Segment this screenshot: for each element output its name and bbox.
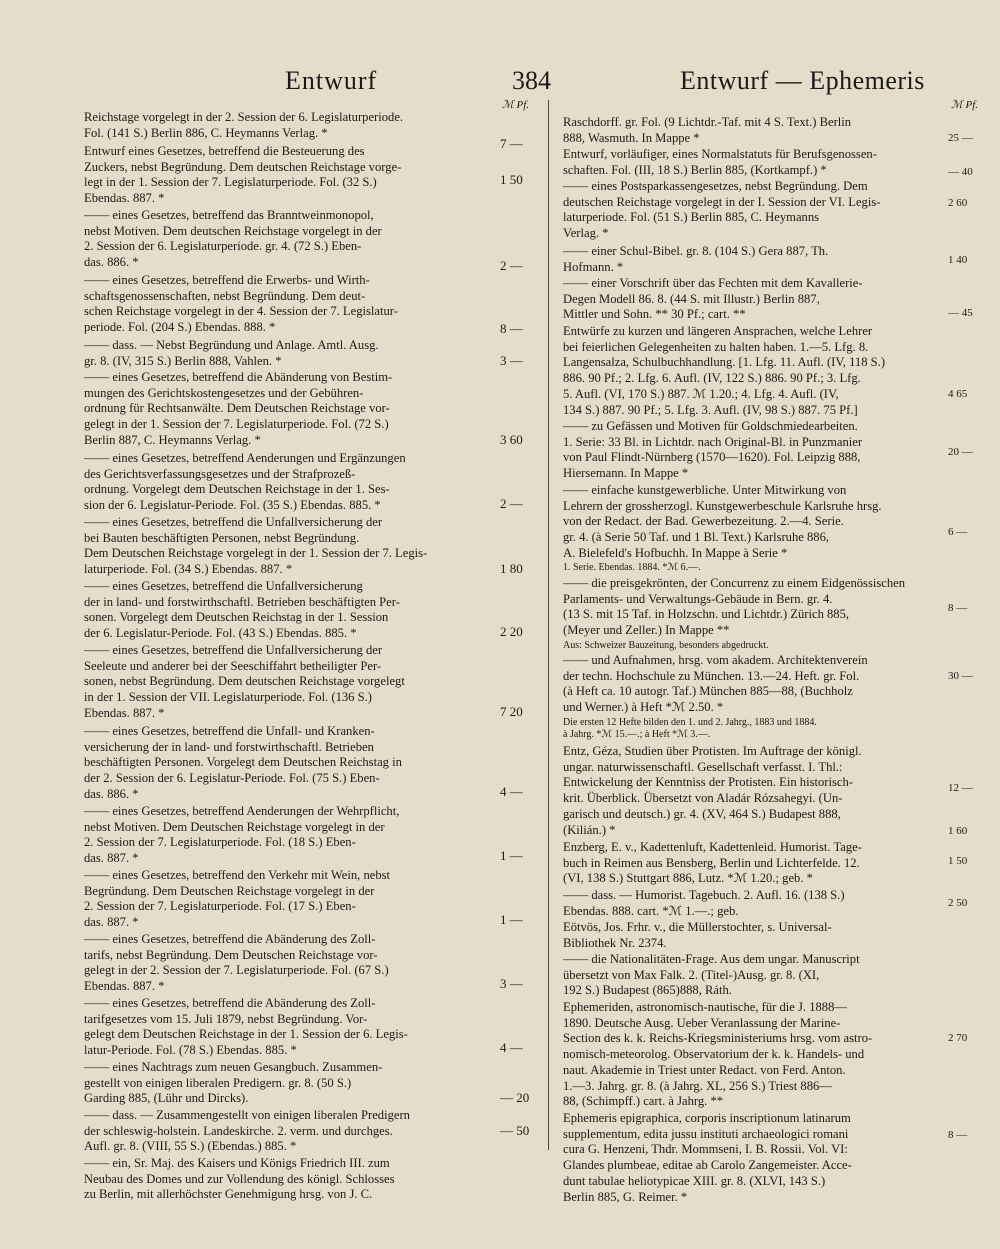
entry-line: 886. 90 Pf.; 2. Lfg. 6. Aufl. (IV, 122 S.) 886. 90 Pf.; 3. Lfg.	[563, 371, 861, 386]
entry-price: 2 70	[948, 1032, 968, 1044]
entry-line: Lehrern der grossherzogl. Kunstgewerbeschule Karlsruhe hrsg.	[563, 498, 882, 513]
bibliography-entry	[84, 1108, 496, 1155]
bibliography-entry	[84, 273, 496, 336]
entry-line: Fol. (141 S.) Berlin 886, C. Heymanns Verlag. *	[84, 125, 328, 140]
entry-line: (Kilián.) *	[563, 822, 616, 837]
entry-line: Entwurf, vorläufiger, eines Normalstatuts für Berufsgenossen-	[563, 147, 877, 161]
bibliography-entry	[563, 276, 943, 323]
entry-line: —— eines Gesetzes, betreffend die Unfallversicherung der	[84, 643, 383, 657]
entry-line: —— eines Gesetzes, betreffend die Unfallversicherung der	[84, 515, 383, 529]
entry-line: supplementum, edita jussu instituti archaeologici romani	[563, 1126, 849, 1141]
entry-line: gestellt von einigen liberalen Predigern. gr. 8. (50 S.)	[84, 1075, 352, 1090]
bibliography-entry	[563, 244, 943, 275]
entry-line: à Jahrg. *ℳ 15.—.; à Heft *ℳ 3.—.	[563, 729, 711, 740]
entry-line: das. 887. *	[84, 915, 139, 930]
entry-line: von der Redact. der Bad. Gewerbezeitung. 2.—4. Serie.	[563, 514, 844, 529]
entry-line: laturperiode. Fol. (34 S.) Ebendas. 887. *	[84, 562, 293, 577]
entry-line: Aufl. gr. 8. (VIII, 55 S.) (Ebendas.) 885. *	[84, 1139, 297, 1154]
entry-line: Hofmann. *	[563, 259, 624, 274]
entry-line: Ebendas. 887. *	[84, 191, 165, 206]
entry-line: Glandes plumbeae, editae ab Carolo Zangemeister. Acce-	[563, 1158, 852, 1173]
entry-line: Garding 885, (Lühr und Dircks).	[84, 1091, 249, 1106]
entry-line: mungen des Gerichtskostengesetzes und der Gebühren-	[84, 385, 364, 400]
entry-line: zu Berlin, mit allerhöchster Genehmigung hrsg. von J. C.	[84, 1187, 373, 1202]
entry-price: — 45	[948, 307, 973, 319]
entry-line: der 2. Session der 6. Legislatur-Periode. Fol. (75 S.) Eben-	[84, 771, 380, 786]
entry-line: —— die Nationalitäten-Frage. Aus dem ungar. Manuscript	[563, 952, 860, 966]
entry-line: 1. Serie: 33 Bl. in Lichtdr. nach Original-Bl. in Punzmanier	[563, 434, 863, 449]
entry-line: dunt tabulae heliotypicae XIII. gr. 8. (XLVI, 143 S.)	[563, 1173, 826, 1188]
entry-line: —— eines Nachtrags zum neuen Gesangbuch. Zusammen-	[84, 1060, 383, 1074]
entry-line: versicherung der in land- und forstwirthschaftl. Betrieben	[84, 739, 374, 754]
bibliography-entry	[563, 562, 943, 574]
bibliography-entry	[563, 653, 943, 716]
page-header	[0, 66, 1000, 106]
entry-line: tarifs, nebst Begründung. Dem Deutschen Reichstage vor-	[84, 947, 378, 962]
entry-line: Ebendas. 887. *	[84, 705, 165, 720]
entry-line: Verlag. *	[563, 226, 609, 241]
entry-line: der 6. Legislatur-Periode. Fol. (43 S.) Ebendas. 885. *	[84, 626, 357, 641]
entry-line: sonen, nebst Begründung. Dem deutschen Reichstage vorgelegt	[84, 674, 405, 689]
bibliography-entry	[563, 179, 943, 242]
entry-line: Parlaments- und Verwaltungs-Gebäude in Bern. gr. 4.	[563, 591, 833, 606]
entry-line: (VI, 138 S.) Stuttgart 886, Lutz. *ℳ 1.20.; geb. *	[563, 871, 813, 886]
entry-line: cura G. Henzeni, Thdr. Mommseni, I. B. Rossii. Vol. VI:	[563, 1142, 848, 1157]
entry-line: Neubau des Domes und zur Vollendung des königl. Schlosses	[84, 1171, 395, 1186]
entry-price: 3 60	[500, 432, 523, 447]
entry-line: gelegt in der 2. Session der 7. Legislaturperiode. Fol. (67 S.)	[84, 963, 389, 978]
entry-line: —— eines Gesetzes, betreffend Aenderungen und Ergänzungen	[84, 451, 406, 465]
bibliography-entry	[563, 717, 943, 741]
entry-line: gelegt in der 1. Session der 7. Legislaturperiode. Fol. (72 S.)	[84, 417, 389, 432]
entry-line: Raschdorff. gr. Fol. (9 Lichtdr.-Taf. mit 4 S. Text.) Berlin	[563, 115, 852, 129]
running-head-right: Entwurf — Ephemeris	[680, 66, 925, 95]
entry-line: 1890. Deutsche Ausg. Ueber Veranlassung der Marine-	[563, 1015, 841, 1030]
entry-line: Berlin 885, G. Reimer. *	[563, 1189, 688, 1204]
entry-line: der techn. Hochschule zu München. 13.—24. Heft. gr. Fol.	[563, 668, 860, 683]
entry-price: 1 60	[948, 825, 968, 837]
currency-header-left: ℳ Pf.	[502, 99, 530, 111]
bibliography-entry	[563, 147, 943, 178]
entry-line: —— einer Schul-Bibel. gr. 8. (104 S.) Gera 887, Th.	[563, 244, 829, 258]
entry-price: — 50	[500, 1123, 530, 1138]
entry-line: Eötvös, Jos. Frhr. v., die Müllerstochter, s. Universal-	[563, 920, 832, 934]
bibliography-entry	[84, 370, 496, 449]
entry-price: 2 20	[500, 624, 523, 639]
bibliography-entry	[563, 419, 943, 482]
entry-line: nomisch-meteorolog. Observatorium der k. k. Handels- und	[563, 1047, 865, 1062]
bibliography-entry	[563, 744, 943, 838]
bibliography-entry	[84, 724, 496, 803]
entry-line: 1.—3. Jahrg. gr. 8. (à Jahrg. XL, 256 S.) Triest 886—	[563, 1078, 832, 1093]
entry-line: sonen. Vorgelegt dem Deutschen Reichstag in der 1. Session	[84, 610, 389, 625]
entry-price: 2 60	[948, 197, 968, 209]
entry-line: —— einer Vorschrift über das Fechten mit dem Kavallerie-	[563, 276, 863, 290]
bibliography-entry	[563, 483, 943, 562]
running-head-left: Entwurf	[285, 66, 378, 95]
entry-line: —— und Aufnahmen, hrsg. vom akadem. Architektenverein	[563, 653, 868, 667]
entry-line: A. Bielefeld's Hofbuchh. In Mappe à Serie *	[563, 545, 788, 560]
entry-price: 2 —	[500, 496, 523, 511]
entry-line: —— eines Gesetzes, betreffend den Verkehr mit Wein, nebst	[84, 868, 391, 882]
bibliography-entry	[84, 1156, 496, 1203]
bibliography-entry	[563, 324, 943, 418]
entry-line: —— die preisgekrönten, der Concurrenz zu einem Eidgenössischen	[563, 576, 906, 590]
bibliography-entry	[84, 110, 496, 141]
entry-line: 2. Session der 7. Legislaturperiode. Fol. (18 S.) Eben-	[84, 835, 356, 850]
entry-line: (à Heft ca. 10 autogr. Taf.) München 885—88, (Buchholz	[563, 684, 853, 699]
entry-line: —— dass. — Zusammengestellt von einigen liberalen Predigern	[84, 1108, 410, 1122]
entry-price: 1 50	[948, 855, 968, 867]
entry-line: buch in Reimen aus Bensberg, Berlin und Lichterfelde. 12.	[563, 855, 860, 870]
entry-price: 4 65	[948, 388, 968, 400]
entry-line: nebst Motiven. Dem Deutschen Reichstage vorgelegt in der	[84, 819, 385, 834]
entry-price: 25 —	[948, 132, 973, 144]
entry-line: —— einfache kunstgewerbliche. Unter Mitwirkung von	[563, 483, 847, 497]
entry-line: 2. Session der 7. Legislaturperiode. Fol. (17 S.) Eben-	[84, 899, 356, 914]
bibliography-entry	[84, 208, 496, 271]
entry-line: —— eines Gesetzes, betreffend die Unfallversicherung	[84, 579, 363, 593]
entry-line: Degen Modell 86. 8. (44 S. mit Illustr.) Berlin 887,	[563, 291, 820, 306]
entry-line: Seeleute und anderer bei der Seeschiffahrt betheiligter Per-	[84, 658, 382, 673]
entry-line: Berlin 887, C. Heymanns Verlag. *	[84, 432, 261, 447]
entry-line: garisch und deutsch.) gr. 4. (XV, 464 S.) Budapest 888,	[563, 806, 841, 821]
bibliography-entry	[563, 920, 943, 951]
bibliography-entry	[563, 576, 943, 639]
entry-price: 4 —	[500, 784, 523, 799]
entry-line: legt in der 1. Session der 7. Legislaturperiode. Fol. (32 S.)	[84, 175, 377, 190]
entry-line: 2. Session der 6. Legislaturperiode. gr. 4. (72 S.) Eben-	[84, 239, 362, 254]
bibliography-entry	[84, 338, 496, 369]
entry-line: 192 S.) Budapest (865)888, Ráth.	[563, 983, 732, 998]
entry-line: bei feierlichen Gelegenheiten zu halten haben. 1.—5. Lfg. 8.	[563, 339, 869, 354]
entry-line: das. 887. *	[84, 851, 139, 866]
entry-line: Ebendas. 888. cart. *ℳ 1.—.; geb.	[563, 903, 739, 918]
entry-line: Langensalza, Schulbuchhandlung. [1. Lfg. 11. Aufl. (IV, 118 S.)	[563, 355, 886, 370]
entry-price: 8 —	[500, 321, 523, 336]
entry-line: Entwickelung der Kenntniss der Protisten. Ein historisch-	[563, 775, 853, 790]
entry-line: Ephemeriden, astronomisch-nautische, für die J. 1888—	[563, 1000, 847, 1014]
entry-line: (13 S. mit 15 Taf. in Holzschn. und Lichtdr.) Zürich 885,	[563, 607, 850, 622]
bibliography-entry	[84, 868, 496, 931]
entry-line: 5. Aufl. (VI, 170 S.) 887. ℳ 1.20.; 4. Lfg. 4. Aufl. (IV,	[563, 386, 839, 401]
entry-line: tarifgesetzes vom 15. Juli 1879, nebst Begründung. Vor-	[84, 1011, 368, 1026]
entry-line: —— zu Gefässen und Motiven für Goldschmiedearbeiten.	[563, 419, 858, 433]
bibliography-entry	[84, 451, 496, 514]
entry-price: 8 —	[948, 602, 968, 614]
entry-line: ordnung für Rechtsanwälte. Dem Deutschen Reichstage vor-	[84, 401, 390, 416]
entry-line: übersetzt von Max Falk. 2. (Titel-)Ausg. gr. 8. (XI,	[563, 967, 820, 982]
entry-line: schaftsgenossenschaften, nebst Begründung. Dem deut-	[84, 288, 366, 303]
entry-line: 888, Wasmuth. In Mappe *	[563, 130, 700, 145]
entry-line: Enzberg, E. v., Kadettenluft, Kadettenleid. Humorist. Tage-	[563, 840, 862, 854]
entry-line: —— eines Gesetzes, betreffend die Abänderung des Zoll-	[84, 996, 376, 1010]
entry-line: —— ein, Sr. Maj. des Kaisers und Königs Friedrich III. zum	[84, 1156, 390, 1170]
entry-line: Entwürfe zu kurzen und längeren Ansprachen, welche Lehrer	[563, 324, 873, 338]
entry-price: 30 —	[948, 670, 973, 682]
bibliography-entry	[563, 888, 943, 919]
entry-line: latur-Periode. Fol. (78 S.) Ebendas. 885. *	[84, 1043, 297, 1058]
entry-price: 7 20	[500, 704, 523, 719]
entry-line: 134 S.) 887. 90 Pf.; 5. Lfg. 3. Aufl. (IV, 98 S.) 887. 75 Pf.]	[563, 402, 858, 417]
entry-line: —— eines Gesetzes, betreffend die Abänderung des Zoll-	[84, 932, 376, 946]
entry-line: krit. Überblick. Übersetzt von Aladár Rózsahegyi. (Un-	[563, 791, 843, 806]
bibliography-entry	[84, 932, 496, 995]
entry-line: —— eines Gesetzes, betreffend das Branntweinmonopol,	[84, 208, 374, 222]
entry-line: gr. 4. (à Serie 50 Taf. und 1 Bl. Text.) Karlsruhe 886,	[563, 530, 830, 545]
entry-price: 1 —	[500, 912, 523, 927]
entry-line: Ebendas. 887. *	[84, 979, 165, 994]
entry-price: — 20	[500, 1090, 530, 1105]
entry-line: —— eines Gesetzes, betreffend die Abänderung von Bestim-	[84, 370, 393, 384]
entry-line: nebst Motiven. Dem deutschen Reichstage vorgelegt in der	[84, 223, 382, 238]
entry-line: Aus: Schweizer Bauzeitung, besonders abgedruckt.	[563, 640, 769, 651]
page-number: 384	[512, 66, 551, 95]
entry-line: 88, (Schimpff.) cart. à Jahrg. **	[563, 1094, 724, 1109]
entry-line: Bibliothek Nr. 2374.	[563, 935, 667, 950]
entry-price: — 40	[948, 166, 973, 178]
entry-line: Hiersemann. In Mappe *	[563, 466, 689, 481]
bibliography-entry	[563, 1111, 943, 1205]
entry-line: Mittler und Sohn. ** 30 Pf.; cart. **	[563, 307, 746, 322]
bibliography-entry	[563, 1000, 943, 1110]
entry-line: beschäftigten Personen. Vorgelegt dem Deutschen Reichstag in	[84, 755, 402, 770]
bibliography-entry	[563, 640, 943, 652]
entry-price: 3 —	[500, 353, 523, 368]
entry-line: Die ersten 12 Hefte bilden den 1. und 2. Jahrg., 1883 und 1884.	[563, 717, 817, 728]
bibliography-entry	[563, 952, 943, 999]
entry-line: Section des k. k. Reichs-Kriegsministeriums hrsg. vom astro-	[563, 1031, 873, 1046]
entry-price: 12 —	[948, 782, 973, 794]
entry-line: von Paul Flindt-Nürnberg (1570—1620). Fol. Leipzig 888,	[563, 450, 861, 465]
entry-line: des Gerichtsverfassungsgesetzes und der Strafprozeß-	[84, 466, 356, 481]
entry-line: gelegt dem Deutschen Reichstage in der 1. Session der 6. Legis-	[84, 1027, 408, 1042]
entry-line: ungar. naturwissenschaftl. Gesellschaft verfasst. I. Thl.:	[563, 759, 843, 774]
entry-line: —— dass. — Nebst Begründung und Anlage. Amtl. Ausg.	[84, 338, 379, 352]
entry-line: bei Bauten beschäftigten Personen, nebst Begründung.	[84, 530, 360, 545]
entry-line: —— eines Gesetzes, betreffend die Unfall- und Kranken-	[84, 724, 375, 738]
entry-line: —— eines Gesetzes, betreffend Aenderungen der Wehrpflicht,	[84, 804, 400, 818]
entry-price: 2 50	[948, 897, 968, 909]
entry-line: das. 886. *	[84, 786, 139, 801]
column-divider	[548, 100, 549, 1150]
entry-line: periode. Fol. (204 S.) Ebendas. 888. *	[84, 320, 276, 335]
entry-line: Dem Deutschen Reichstage vorgelegt in der 1. Session der 7. Legis-	[84, 546, 428, 561]
entry-line: der schleswig-holstein. Landeskirche. 2. verm. und durchges.	[84, 1123, 393, 1138]
entry-price: 8 —	[948, 1129, 968, 1141]
entry-line: 1. Serie. Ebendas. 1884. *ℳ 6.—.	[563, 562, 701, 573]
bibliography-entry	[84, 515, 496, 578]
entry-line: —— eines Postsparkassengesetzes, nebst Begründung. Dem	[563, 179, 868, 193]
entry-line: sion der 6. Legislatur-Periode. Fol. (35 S.) Ebendas. 885. *	[84, 498, 381, 513]
bibliography-entry	[84, 804, 496, 867]
entry-line: naut. Akademie in Triest unter Redact. von Ferd. Anton.	[563, 1062, 846, 1077]
entry-price: 4 —	[500, 1040, 523, 1055]
entry-line: Entwurf eines Gesetzes, betreffend die Besteuerung des	[84, 144, 365, 158]
entry-price: 2 —	[500, 258, 523, 273]
entry-line: in der 1. Session der VII. Legislaturperiode. Fol. (136 S.)	[84, 690, 372, 705]
entry-price: 1 50	[500, 172, 523, 187]
bibliography-entry	[84, 643, 496, 722]
bibliography-entry	[84, 996, 496, 1059]
entry-line: schaften. Fol. (III, 18 S.) Berlin 885, (Kortkampf.) *	[563, 162, 827, 177]
entry-line: Reichstage vorgelegt in der 2. Session der 6. Legislaturperiode.	[84, 110, 404, 124]
entry-line: deutschen Reichstage vorgelegt in der I. Session der VI. Legis-	[563, 194, 881, 209]
entry-line: der in land- und forstwirthschaftl. Betrieben beschäftigten Per-	[84, 594, 400, 609]
entry-price: 1 40	[948, 254, 968, 266]
bibliography-entry	[84, 1060, 496, 1107]
entry-line: Ephemeris epigraphica, corporis inscriptionum latinarum	[563, 1111, 851, 1125]
entry-price: 7 —	[500, 136, 523, 151]
bibliography-entry	[563, 840, 943, 887]
entry-price: 20 —	[948, 446, 973, 458]
entry-line: —— eines Gesetzes, betreffend die Erwerbs- und Wirth-	[84, 273, 370, 287]
entry-line: und Werner.) à Heft *ℳ 2.50. *	[563, 700, 724, 715]
entry-price: 1 —	[500, 848, 523, 863]
entry-line: —— dass. — Humorist. Tagebuch. 2. Aufl. 16. (138 S.)	[563, 888, 845, 902]
entry-price: 3 —	[500, 976, 523, 991]
entry-price: 1 80	[500, 561, 523, 576]
entry-line: gr. 8. (IV, 315 S.) Berlin 888, Vahlen. *	[84, 353, 282, 368]
entry-line: ordnung. Vorgelegt dem Deutschen Reichstage in der 1. Ses-	[84, 482, 390, 497]
entry-line: schen Reichstage vorgelegt in der 4. Session der 7. Legislatur-	[84, 304, 398, 319]
entry-line: Entz, Géza, Studien über Protisten. Im Auftrage der königl.	[563, 744, 862, 758]
entry-line: das. 886. *	[84, 255, 139, 270]
bibliography-entry	[84, 144, 496, 207]
bibliography-entry	[84, 579, 496, 642]
entry-price: 6 —	[948, 526, 968, 538]
bibliography-entry	[563, 115, 943, 146]
currency-header-right: ℳ Pf.	[951, 99, 979, 111]
entry-line: Zuckers, nebst Begründung. Dem deutschen Reichstage vorge-	[84, 159, 402, 174]
entry-line: Begründung. Dem Deutschen Reichstage vorgelegt in der	[84, 883, 375, 898]
entry-line: laturperiode. Fol. (51 S.) Berlin 885, C. Heymanns	[563, 210, 820, 225]
entry-line: (Meyer und Zeller.) In Mappe **	[563, 623, 730, 638]
